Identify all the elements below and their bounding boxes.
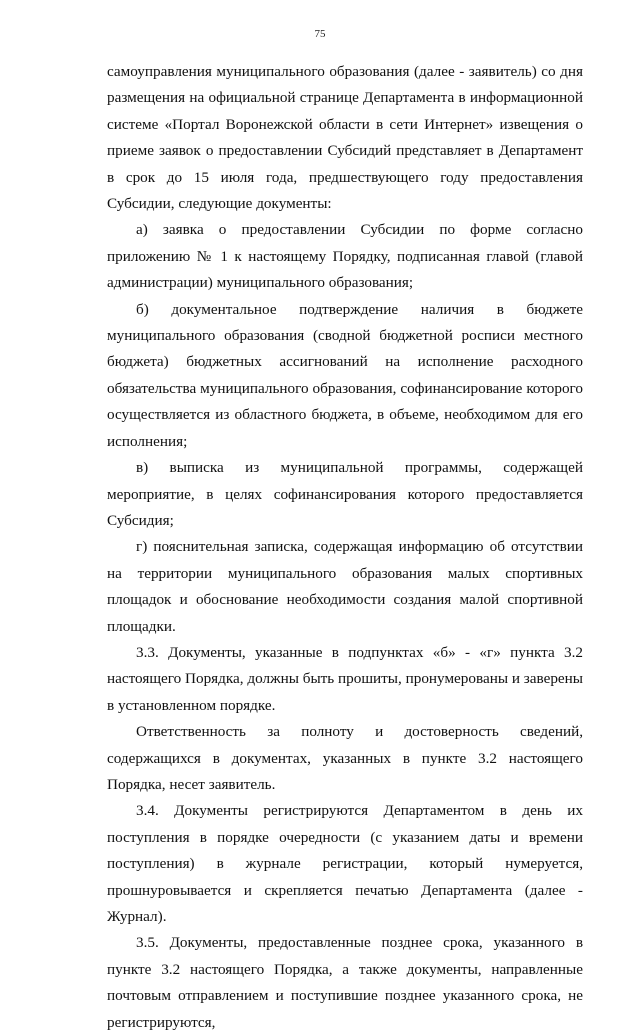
paragraph-item-a: а) заявка о предоставлении Субсидии по форме согласно приложению № 1 к настоящему Порядку, подписанная главой (главой администрации) муниципального образования;: [107, 221, 583, 292]
paragraph-item-v: в) выписка из муниципальной программы, содержащей мероприятие, в целях софинансирования которого предоставляется Субсидия;: [107, 459, 583, 529]
page-number: 75: [314, 28, 326, 40]
paragraph-applicant-documents: самоуправления муниципального образования (далее - заявитель) со дня размещения на официальной странице Департамента в информационной системе «Портал Воронежской области в сети Интернет» извещения о приеме заявок о предоставлении Субсидий представляет в Департамент в срок до 15 июля года, предшествующего году предоставления Субсидии, следующие документы:: [107, 63, 583, 213]
paragraph-item-g: г) пояснительная записка, содержащая информацию об отсутствии на территории муниципального образования малых спортивных площадок и обоснование необходимости создания малой спортивной площадки.: [107, 538, 583, 635]
paragraph-3-5: 3.5. Документы, предоставленные позднее срока, указанного в пункте 3.2 настоящего Порядка, а также документы, направленные почтовым отправлением и поступившие позднее указанного срока, не регистрируются,: [107, 934, 583, 1031]
paragraph-responsibility: Ответственность за полноту и достоверность сведений, содержащихся в документах, указанных в пункте 3.2 настоящего Порядка, несет заявитель.: [107, 723, 583, 793]
paragraph-item-b: б) документальное подтверждение наличия в бюджете муниципального образования (сводной бюджетной росписи местного бюджета) бюджетных ассигнований на исполнение расходного обязательства муниципального образования, софинансирование которого осуществляется из областного бюджета, в объеме, необходимом для его исполнения;: [107, 300, 583, 450]
paragraph-3-4: 3.4. Документы регистрируются Департаментом в день их поступления в порядке очередности (с указанием даты и времени поступления) в журнале регистрации, который нумеруется, прошнуровывается и скрепляется печатью Департамента (далее - Журнал).: [107, 802, 583, 925]
paragraph-3-3: 3.3. Документы, указанные в подпунктах «б» - «г» пункта 3.2 настоящего Порядка, должны быть прошиты, пронумерованы и заверены в установленном порядке.: [107, 643, 583, 714]
document-body: [107, 59, 583, 1036]
